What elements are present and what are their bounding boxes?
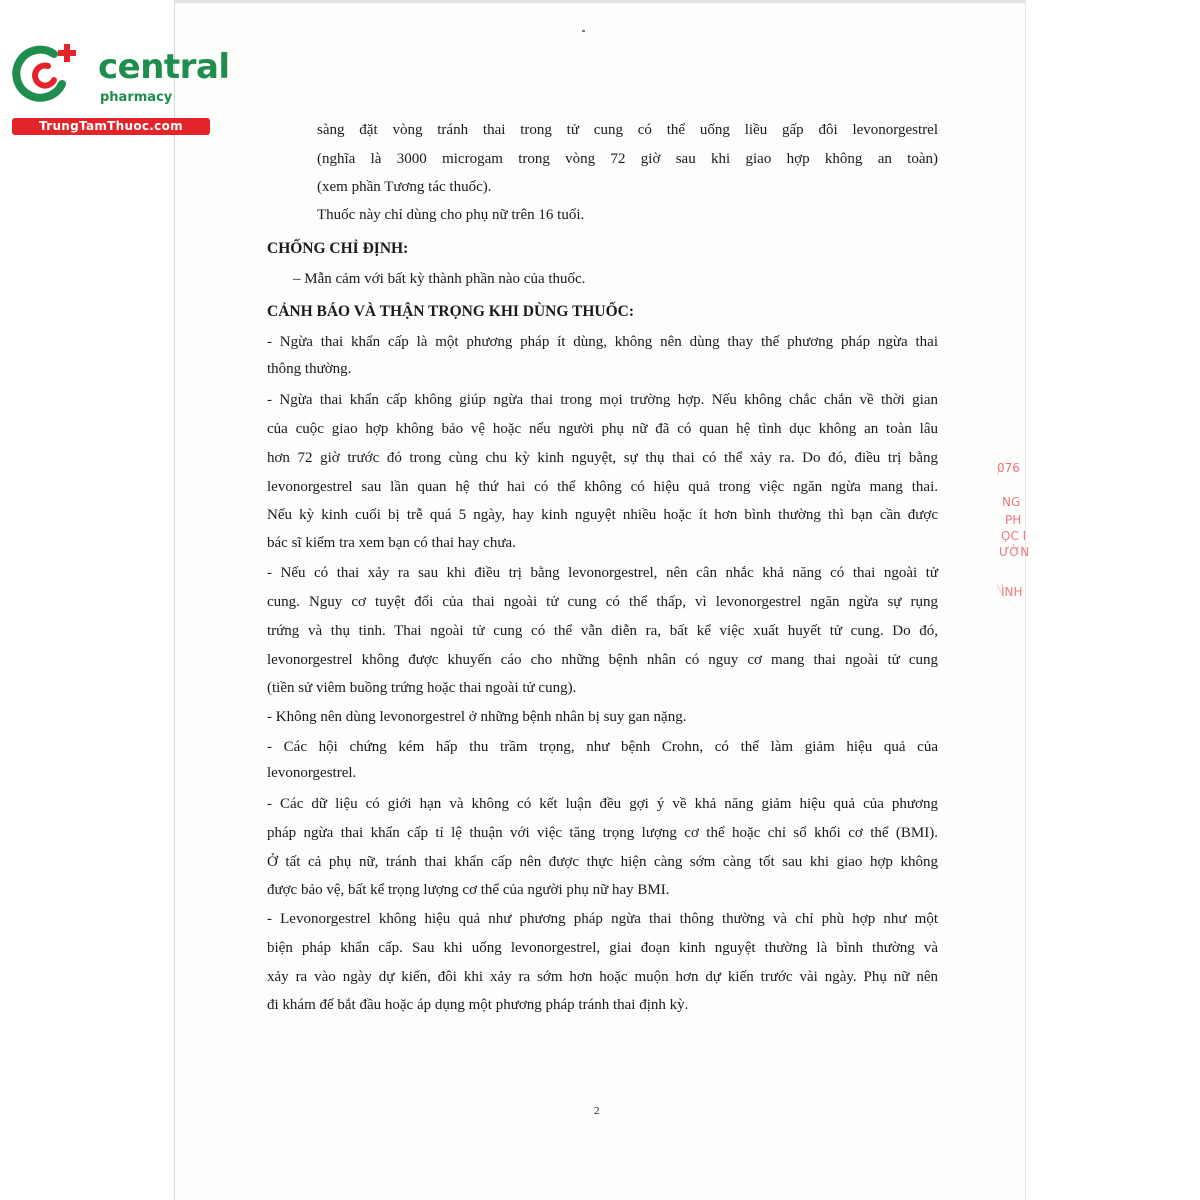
logo-site-banner: TrungTamThuoc.com (12, 118, 210, 135)
text-line: thông thường. (267, 361, 352, 377)
text-line: xảy ra vào ngày dự kiến, đôi khi xảy ra sớm hơn hoặc muộn hơn dự kiến trước vài ngày. Phụ nữ nên (267, 969, 938, 985)
text-line: được bảo vệ, bất kể trọng lượng cơ thể của người phụ nữ hay BMI. (267, 882, 670, 898)
text-line: - Levonorgestrel không hiệu quả như phương pháp ngừa thai thông thường và chỉ phù hợp như một (267, 911, 938, 927)
text-line: cung. Nguy cơ tuyệt đối của thai ngoài tử cung có thể thấp, vì levonorgestrel ngăn ngừa sự rụng (267, 594, 938, 610)
text-line: Thuốc này chỉ dùng cho phụ nữ trên 16 tuổi. (317, 207, 585, 223)
text-line: Nếu kỳ kinh cuối bị trễ quá 5 ngày, hay kinh nguyệt nhiều hoặc ít hơn bình thường thì bạn cần được (267, 507, 938, 523)
stamp-text: 076 (997, 461, 1020, 475)
text-line: trứng và thụ tinh. Thai ngoài tử cung có thể vẫn diễn ra, bất kể việc xuất huyết tử cung. Do đó, (267, 623, 938, 639)
text-line: sàng đặt vòng tránh thai trong tử cung có thể uống liều gấp đôi levonorgestrel (317, 122, 938, 138)
text-line: - Ngừa thai khẩn cấp là một phương pháp ít dùng, không nên dùng thay thế phương pháp ngừa thai (267, 334, 938, 350)
text-line: - Ngừa thai khẩn cấp không giúp ngừa thai trong mọi trường hợp. Nếu không chắc chắn về thời gian (267, 392, 938, 408)
text-line: levonorgestrel sau lần quan hệ thứ hai có thể không có hiệu quả trong việc ngăn ngừa mang thai. (267, 479, 938, 495)
text-line: - Các hội chứng kém hấp thu trầm trọng, như bệnh Crohn, có thể làm giảm hiệu quả của (267, 739, 938, 755)
stamp-text: NG (1002, 495, 1021, 509)
page-number: 2 (594, 1105, 600, 1117)
scan-speck (582, 30, 585, 32)
text-line: của cuộc giao hợp không bảo vệ hoặc nếu người phụ nữ đã có quan hệ tình dục không an toàn lâu (267, 421, 938, 437)
central-pharmacy-logo[interactable] (10, 38, 230, 138)
list-item: – Mẫn cảm với bất kỳ thành phần nào của thuốc. (293, 271, 586, 287)
page-top-edge (175, 0, 1025, 3)
section-heading-warnings: CẢNH BÁO VÀ THẬN TRỌNG KHI DÙNG THUỐC: (267, 303, 635, 320)
pharmacy-cross-logo-icon (10, 40, 80, 106)
stamp-text: PH (1005, 513, 1022, 527)
text-line: hơn 72 giờ trước đó trong cùng chu kỳ kinh nguyệt, sự thụ thai có thể xảy ra. Do đó, điều trị bằng (267, 450, 938, 466)
stamp-text: ƯỜN (999, 545, 1030, 559)
text-line: - Các dữ liệu có giới hạn và không có kết luận đều gợi ý về khả năng giảm hiệu quả của phương (267, 796, 938, 812)
logo-brand-text: central (98, 47, 230, 87)
text-line: đi khám để bắt đầu hoặc áp dụng một phương pháp tránh thai định kỳ. (267, 997, 689, 1013)
text-line: Ở tất cả phụ nữ, tránh thai khẩn cấp nên được thực hiện càng sớm càng tốt sau khi giao hợp không (267, 854, 938, 870)
red-stamp-fragment (997, 455, 1037, 605)
text-line: (xem phần Tương tác thuốc). (317, 179, 492, 195)
text-line: levonorgestrel không được khuyến cáo cho những bệnh nhân có nguy cơ mang thai ngoài tử cung (267, 652, 938, 668)
text-line: bác sĩ kiểm tra xem bạn có thai hay chưa. (267, 535, 516, 551)
text-line: (tiền sử viêm buồng trứng hoặc thai ngoài tử cung). (267, 680, 577, 696)
section-heading-contraindications: CHỐNG CHỈ ĐỊNH: (267, 240, 409, 257)
logo-sub-text: pharmacy (100, 90, 173, 105)
stamp-text: ỌC I (1001, 529, 1027, 543)
text-line: - Không nên dùng levonorgestrel ở những bệnh nhân bị suy gan nặng. (267, 709, 687, 725)
text-line: pháp ngừa thai khẩn cấp tỉ lệ thuận với việc tăng trọng lượng cơ thể hoặc chỉ số khối cơ thể (BMI). (267, 825, 938, 841)
text-line: (nghĩa là 3000 microgam trong vòng 72 giờ sau khi giao hợp không an toàn) (317, 151, 938, 167)
text-line: - Nếu có thai xảy ra sau khi điều trị bằng levonorgestrel, nên cân nhắc khả năng có thai ngoài tử (267, 565, 938, 581)
text-line: levonorgestrel. (267, 765, 357, 781)
stamp-text: ÌNH (1001, 585, 1023, 599)
text-line: biện pháp khẩn cấp. Sau khi uống levonorgestrel, giai đoạn kinh nguyệt thường là bình thường và (267, 940, 938, 956)
